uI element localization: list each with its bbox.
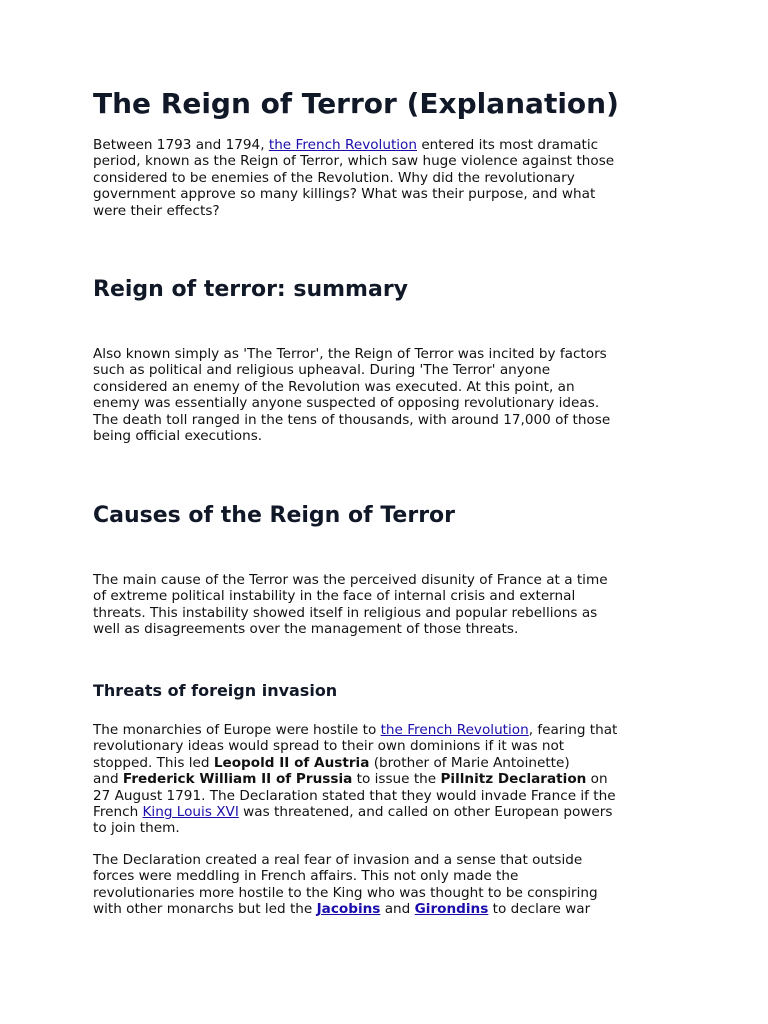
- intro-line-5: were their effects?: [93, 202, 220, 219]
- pillnitz-bold: Pillnitz Declaration: [440, 771, 587, 788]
- foreign-paragraph-2: [93, 852, 683, 918]
- frederick-bold: Frederick William II of Prussia: [122, 771, 353, 788]
- french-revolution-link-2[interactable]: the French Revolution: [380, 722, 529, 738]
- foreign-p1-line-1: The monarchies of Europe were hostile to the French Revolution, fearing that: [93, 722, 618, 738]
- foreign-paragraph-1: [93, 722, 683, 837]
- summary-line-5: The death toll ranged in the tens of thousands, with around 17,000 of those: [93, 411, 611, 428]
- foreign-p2-line-2: forces were meddling in French affairs. This not only made the: [93, 868, 519, 885]
- foreign-p1-line-6: French King Louis XVI was threatened, and called on other European powers: [93, 804, 613, 821]
- intro-line-3: considered to be enemies of the Revolution. Why did the revolutionary: [93, 169, 575, 186]
- summary-line-6: being official executions.: [93, 428, 263, 445]
- causes-heading: Causes of the Reign of Terror: [93, 503, 456, 528]
- summary-line-1: Also known simply as 'The Terror', the Reign of Terror was incited by factors: [93, 346, 607, 362]
- leopold-bold: Leopold II of Austria: [213, 754, 370, 771]
- foreign-p1-line-4: and Frederick William II of Prussia to issue the Pillnitz Declaration on: [93, 771, 608, 788]
- summary-paragraph: [93, 346, 683, 444]
- foreign-p2-line-1: The Declaration created a real fear of invasion and a sense that outside: [93, 852, 583, 868]
- summary-line-4: enemy was essentially anyone suspected of opposing revolutionary ideas.: [93, 395, 600, 412]
- foreign-p1-line-3: stopped. This led Leopold II of Austria (brother of Marie Antoinette): [93, 754, 570, 771]
- foreign-p2-line-4: with other monarchs but led the Jacobins and Girondins to declare war: [93, 901, 591, 918]
- foreign-p1-line-7: to join them.: [93, 820, 180, 837]
- french-revolution-link[interactable]: the French Revolution: [268, 137, 417, 153]
- summary-line-2: such as political and religious upheaval. During 'The Terror' anyone: [93, 362, 551, 379]
- foreign-p1-line-2: revolutionary ideas would spread to their own dominions if it was not: [93, 738, 565, 755]
- foreign-p2-line-3: revolutionaries more hostile to the King who was thought to be conspiring: [93, 884, 598, 901]
- causes-line-3: threats. This instability showed itself in religious and popular rebellions as: [93, 604, 598, 621]
- summary-heading: Reign of terror: summary: [93, 277, 409, 302]
- summary-line-3: considered an enemy of the Revolution was executed. At this point, an: [93, 378, 575, 395]
- king-louis-link[interactable]: King Louis XVI: [142, 804, 239, 821]
- causes-line-1: The main cause of the Terror was the perceived disunity of France at a time: [93, 572, 608, 588]
- causes-paragraph: [93, 572, 683, 638]
- foreign-invasion-heading: Threats of foreign invasion: [93, 681, 338, 700]
- jacobins-link[interactable]: Jacobins: [316, 901, 381, 918]
- page-title: The Reign of Terror (Explanation): [93, 87, 619, 120]
- causes-line-2: of extreme political instability in the face of internal crisis and external: [93, 588, 576, 605]
- intro-line-2: period, known as the Reign of Terror, which saw huge violence against those: [93, 153, 615, 170]
- intro-line-1: Between 1793 and 1794, the French Revolution entered its most dramatic: [93, 137, 599, 153]
- intro-paragraph: [93, 137, 683, 219]
- causes-line-4: well as disagreements over the management of those threats.: [93, 621, 519, 638]
- intro-line-4: government approve so many killings? What was their purpose, and what: [93, 186, 596, 203]
- foreign-p1-line-5: 27 August 1791. The Declaration stated that they would invade France if the: [93, 787, 616, 804]
- girondins-link[interactable]: Girondins: [414, 901, 489, 918]
